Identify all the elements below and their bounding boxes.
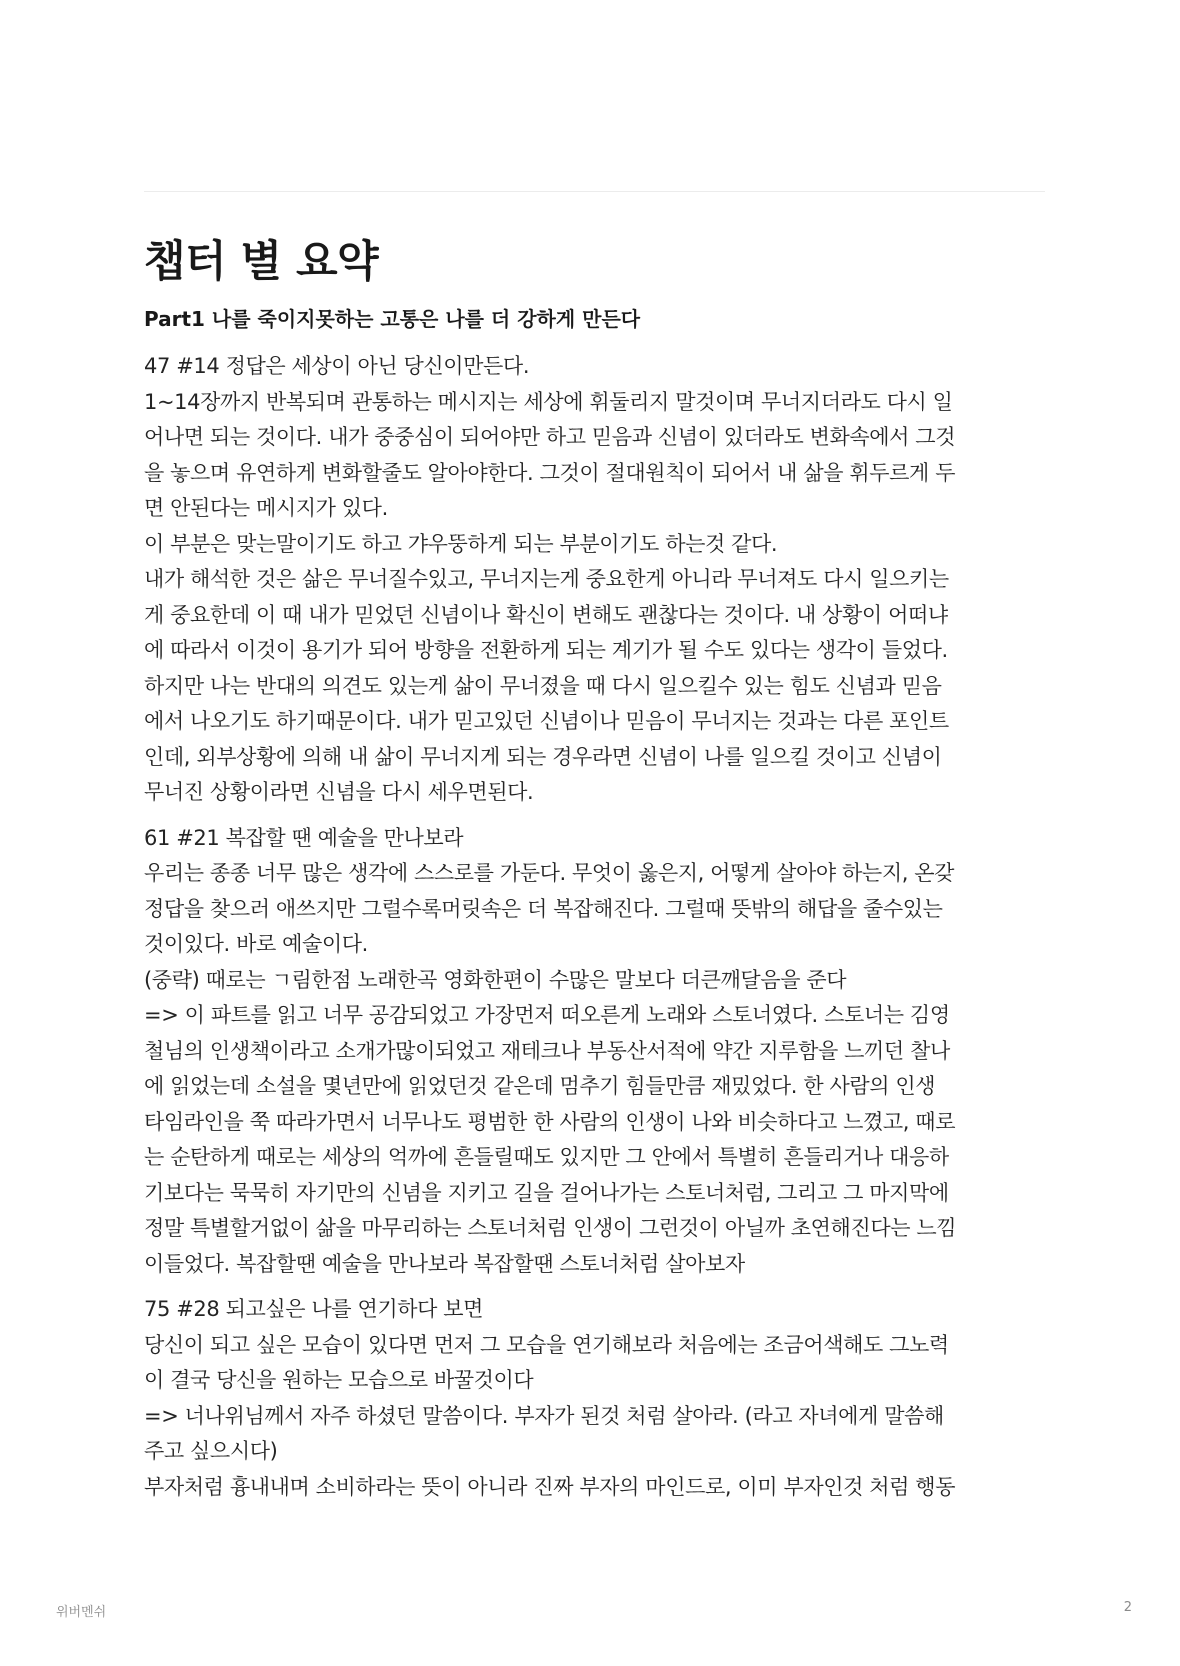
paragraph-line: 이 결국 당신을 원하는 모습으로 바꿀것이다 xyxy=(144,1368,534,1392)
paragraph-line: 어나면 되는 것이다. 내가 중중심이 되어야만 하고 믿음과 신념이 있더라도 변화속에서 그것 xyxy=(144,425,956,449)
paragraph-line: 무너진 상황이라면 신념을 다시 세우면된다. xyxy=(144,780,534,804)
paragraph-line: 에서 나오기도 하기때문이다. 내가 믿고있던 신념이나 믿음이 무너지는 것과는 다른 포인트 xyxy=(144,709,949,733)
paragraph-line: 우리는 종종 너무 많은 생각에 스스로를 가둔다. 무엇이 옳은지, 어떻게 살아야 하는지, 온갖 xyxy=(144,861,955,885)
paragraph-line: 에 따라서 이것이 용기가 되어 방향을 전환하게 되는 계기가 될 수도 있다는 생각이 들었다. xyxy=(144,638,948,662)
summary-section xyxy=(144,349,1047,811)
paragraph-line: 타임라인을 쭉 따라가면서 너무나도 평범한 한 사람의 인생이 나와 비슷하다고 느꼈고, 때로 xyxy=(144,1109,956,1134)
paragraph-line: => 이 파트를 읽고 너무 공감되었고 가장먼저 떠오른게 노래와 스토너였다. 스토너는 김영 xyxy=(144,1003,950,1027)
paragraph-line: 면 안된다는 메시지가 있다. xyxy=(144,496,388,520)
section-heading: 61 #21 복잡할 땐 예술을 만나보라 xyxy=(144,825,464,850)
paragraph-line: 1~14장까지 반복되며 관통하는 메시지는 세상에 휘둘리지 말것이며 무너지더라도 다시 일 xyxy=(144,389,953,414)
page-number: 2 xyxy=(1123,1600,1132,1615)
paragraph-line: 는 순탄하게 때로는 세상의 억까에 흔들릴때도 있지만 그 안에서 특별히 흔들리거나 대응하 xyxy=(144,1145,949,1169)
paragraph-line: 정답을 찾으러 애쓰지만 그럴수록머릿속은 더 복잡해진다. 그럴때 뜻밖의 해답을 줄수있는 xyxy=(144,896,943,921)
paragraph-line: 이들었다. 복잡할땐 예술을 만나보라 복잡할땐 스토너처럼 살아보자 xyxy=(144,1251,745,1276)
paragraph-line: 철님의 인생책이라고 소개가많이되었고 재테크나 부동산서적에 약간 지루함을 느끼던 찰나 xyxy=(144,1038,950,1063)
summary-sections xyxy=(144,349,1047,1505)
paragraph-line: 이 부분은 맞는말이기도 하고 갸우뚱하게 되는 부분이기도 하는것 같다. xyxy=(144,531,778,556)
paragraph-line: 내가 해석한 것은 삶은 무너질수있고, 무너지는게 중요한게 아니라 무너져도 다시 일으키는 xyxy=(144,567,949,591)
summary-section xyxy=(144,1292,1047,1505)
paragraph-line: 하지만 나는 반대의 의견도 있는게 삶이 무너졌을 때 다시 일으킬수 있는 힘도 신념과 믿음 xyxy=(144,673,942,698)
paragraph-line: 인데, 외부상황에 의해 내 삶이 무너지게 되는 경우라면 신념이 나를 일으킬 것이고 신념이 xyxy=(144,744,942,769)
paragraph-line: 을 놓으며 유연하게 변화할줄도 알아야한다. 그것이 절대원칙이 되어서 내 삶을 휘두르게 두 xyxy=(144,460,956,485)
top-divider xyxy=(144,191,1045,192)
page-title: 챕터 별 요약 xyxy=(144,237,379,287)
paragraph-line: 당신이 되고 싶은 모습이 있다면 먼저 그 모습을 연기해보라 처음에는 조금어색해도 그노력 xyxy=(144,1332,949,1357)
section-heading: 75 #28 되고싶은 나를 연기하다 보면 xyxy=(144,1297,484,1321)
paragraph-line: 부자처럼 흉내내며 소비하라는 뜻이 아니라 진짜 부자의 마인드로, 이미 부자인것 처럼 행동 xyxy=(144,1474,956,1499)
summary-section xyxy=(144,821,1047,1283)
paragraph-line: (중략) 때로는 ㄱ림한점 노래한곡 영화한편이 수많은 말보다 더큰깨달음을 준다 xyxy=(144,967,847,992)
paragraph-line: => 너나위님께서 자주 하셨던 말씀이다. 부자가 된것 처럼 살아라. (라고 자녀에게 말씀해 xyxy=(144,1403,944,1428)
footer-label: 위버멘쉬 xyxy=(56,1605,107,1620)
paragraph-line: 주고 싶으시다) xyxy=(144,1439,278,1463)
paragraph-line: 기보다는 묵묵히 자기만의 신념을 지키고 길을 걸어나가는 스토너처럼, 그리고 그 마지막에 xyxy=(144,1180,949,1205)
page-content xyxy=(144,232,1047,1515)
paragraph-line: 게 중요한데 이 때 내가 믿었던 신념이나 확신이 변해도 괜찮다는 것이다. 내 상황이 어떠냐 xyxy=(144,602,948,627)
section-heading: 47 #14 정답은 세상이 아닌 당신이만든다. xyxy=(144,354,530,378)
paragraph-line: 에 읽었는데 소설을 몇년만에 읽었던것 같은데 멈추기 힘들만큼 재밌었다. 한 사람의 인생 xyxy=(144,1074,936,1098)
paragraph-line: 정말 특별할거없이 삶을 마무리하는 스토너처럼 인생이 그런것이 아닐까 초연해진다는 느낌 xyxy=(144,1216,957,1240)
paragraph-line: 것이있다. 바로 예술이다. xyxy=(144,932,368,956)
part-title: Part1 나를 죽이지못하는 고통은 나를 더 강하게 만든다 xyxy=(144,307,641,331)
